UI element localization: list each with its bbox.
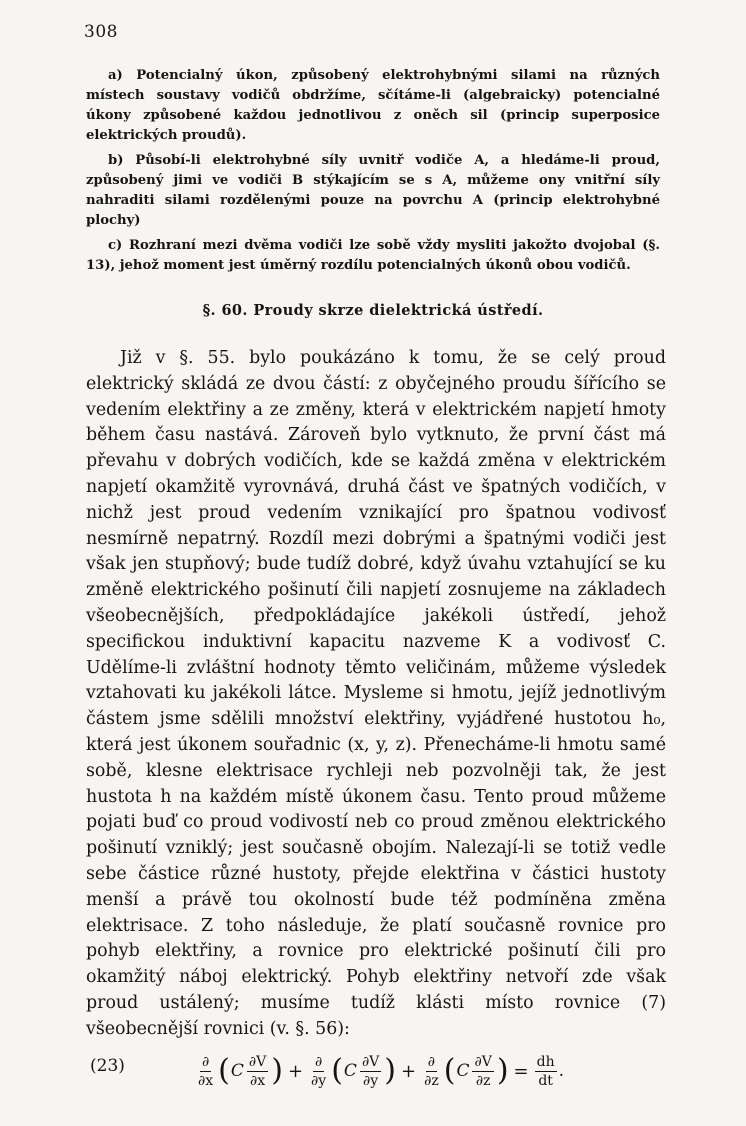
partial-variable: ∂x <box>198 1072 214 1089</box>
rhs-denominator: dt <box>538 1072 553 1089</box>
partial-fraction-z <box>422 1053 441 1090</box>
partial-fraction-y <box>309 1053 328 1090</box>
equation-number: (23) <box>90 1056 125 1076</box>
coefficient-c: C <box>230 1061 244 1081</box>
equation-23 <box>86 1038 666 1108</box>
potential-fraction-z <box>472 1053 493 1090</box>
partial-variable: ∂z <box>424 1072 439 1089</box>
main-text-block <box>86 346 666 1043</box>
equals-sign: = <box>513 1060 529 1082</box>
partial-symbol: ∂ <box>315 1053 323 1070</box>
coefficient-c: C <box>456 1061 470 1081</box>
coefficient-c: C <box>343 1061 357 1081</box>
principle-b: b) Působí-li elektrohybné síly uvnitř vodiče A, a hledáme-li proud, způsobený jimi ve vodiči B stýkajícím se s A, můžeme ony vnitřní síly nahraditi silami rozdělenými pouze na povrchu A (princip elektrohybné plochy) <box>86 153 660 228</box>
section-heading: §. 60. Proudy skrze dielektrická ústředí. <box>202 302 544 319</box>
plus-sign: + <box>401 1060 417 1082</box>
rhs-numerator: dh <box>536 1053 555 1070</box>
potential-numerator: ∂V <box>474 1053 492 1070</box>
partial-fraction-x <box>196 1053 215 1090</box>
principle-a: a) Potencialný úkon, způsobený elektrohybnými silami na různých místech soustavy vodičů obdržíme, sčítáme-li (algebraicky) potencialné úkony způsobené každou jednotlivou z oněch sil (princip superposice elektrických proudů). <box>86 68 660 143</box>
potential-fraction-x <box>247 1053 268 1090</box>
potential-denominator: ∂x <box>249 1072 266 1089</box>
close-paren: ) <box>271 1053 283 1088</box>
principle-c: c) Rozhraní mezi dvěma vodiči lze sobě vždy mysliti jakožto dvojobal (§. 13), jehož moment jest úměrný rozdílu potencialných úkonů obou vodičů. <box>86 238 660 273</box>
main-paragraph: Již v §. 55. bylo poukázáno k tomu, že se celý proud elektrický skládá ze dvou částí: z obyčejného proudu šířícího se vedením elektřiny a ze změny, která v elektrickém napjetí hmoty během času nastává. Zároveň bylo vytknuto, že první část má převahu v dobrých vodičích, kde se každá změna v elektrickém napjetí okamžitě vyrovnává, druhá část ve špatných vodičích, v nichž jest proud vedením vznikající pro špatnou vodivosť nesmírně nepatrný. Rozdíl mezi dobrými a špatnými vodiči jest však jen stupňový; bude tudíž dobré, když úvahu vztahující se ku změně elektrického pošinutí čili napjetí zosnujeme na základech všeobecnějších, předpokládajíce jakékoli ústředí, jehož specifickou induktivní kapacitu nazveme K a vodivosť C. Udělíme-li zvláštní hodnoty těmto veličinám, můžeme výsledek vztahovati ku jakékoli látce. Mysleme si hmotu, jejíž jednotlivým částem jsme sdělili množství elektřiny, vyjádřené hustotou h₀, která jest úkonem souřadnic (x, y, z). Přenecháme-li hmotu samé sobě, klesne elektrisace rychleji neb pozvolněji tak, že jest hustota h na každém místě úkonem času. Tento proud můžeme pojati buď co proud vodivostí neb co proud změnou elektrického pošinutí vzniklý; jest současně obojím. Nalezají-li se totiž vedle sebe částice různé hustoty, přejde elektřina v částici hustoty menší a právě tou okolností bude též podmíněna změna elektrisace. Z toho následuje, že platí současně rovnice pro pohyb elektřiny, a rovnice pro elektrické pošinutí čili pro okamžitý náboj elektrický. Pohyb elektřiny netvoří zde však proud ustálený; musíme tudíž klásti místo rovnice (7) všeobecnější rovnici (v. §. 56): <box>86 348 666 1039</box>
potential-denominator: ∂y <box>363 1072 379 1089</box>
open-paren: ( <box>331 1053 343 1088</box>
time-derivative-fraction <box>535 1053 557 1090</box>
equation-body <box>194 1038 564 1104</box>
partial-symbol: ∂ <box>201 1053 210 1070</box>
page-number: 308 <box>84 22 118 42</box>
potential-numerator: ∂V <box>361 1053 380 1070</box>
potential-denominator: ∂z <box>475 1072 491 1089</box>
plus-sign: + <box>287 1060 304 1082</box>
partial-symbol: ∂ <box>427 1053 436 1070</box>
potential-fraction-y <box>360 1053 381 1090</box>
potential-numerator: ∂V <box>248 1053 267 1070</box>
equation-end-dot: . <box>558 1061 565 1081</box>
open-paren: ( <box>443 1053 456 1088</box>
principles-block <box>86 66 660 281</box>
open-paren: ( <box>218 1053 230 1088</box>
partial-variable: ∂y <box>311 1072 327 1089</box>
close-paren: ) <box>496 1053 509 1088</box>
close-paren: ) <box>384 1053 397 1088</box>
